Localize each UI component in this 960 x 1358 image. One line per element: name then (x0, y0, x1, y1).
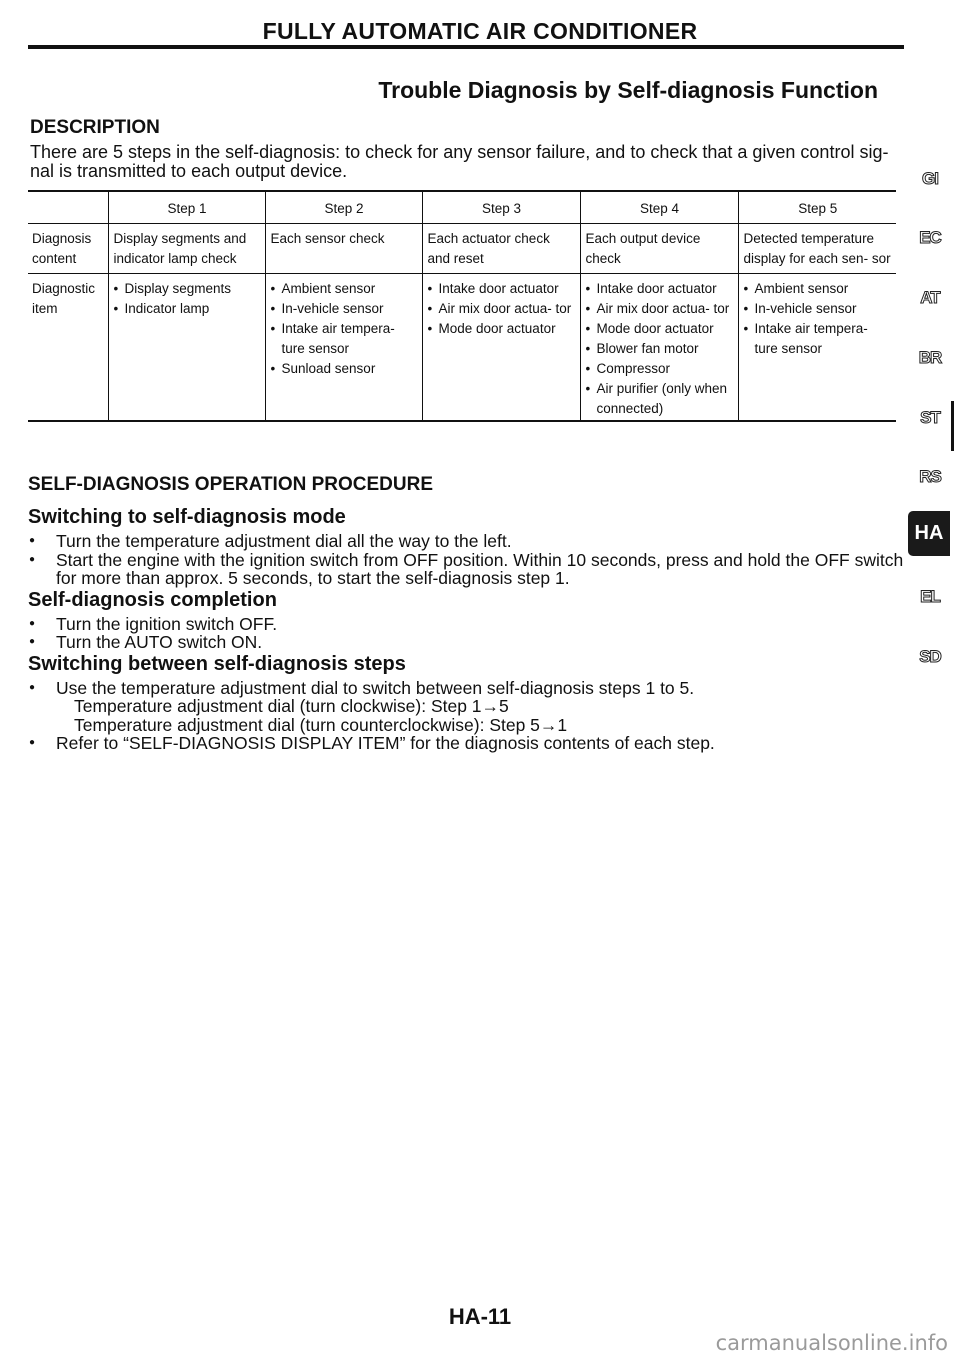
list-item: • Air purifier (only when connected) (586, 379, 734, 419)
diagnostic-item-list-step-3 (428, 279, 576, 339)
table-cell: Detected temperature display for each sen- sor (738, 224, 896, 274)
operation-procedure (28, 474, 908, 754)
list-item: • Ambient sensor (744, 279, 893, 299)
tab-marker-bar (951, 401, 954, 451)
list-item: • Intake air tempera- ture sensor (744, 319, 893, 359)
switching-steps-list (28, 679, 908, 753)
description-heading: DESCRIPTION (30, 117, 160, 138)
list-item: • In-vehicle sensor (271, 299, 418, 319)
list-item: • Intake door actuator (586, 279, 734, 299)
list-subitem: Temperature adjustment dial (turn clockwise): Step 1→5 (74, 696, 509, 716)
switching-mode-title: Switching to self-diagnosis mode (28, 506, 346, 528)
list-item: • Ambient sensor (271, 279, 418, 299)
tab-br[interactable]: BR (918, 348, 942, 367)
list-item (28, 679, 908, 735)
switching-mode-list (28, 532, 908, 588)
table-row-diagnosis-content (28, 224, 896, 274)
list-item: • Sunload sensor (271, 359, 418, 379)
list-item: ● Start the engine with the ignition switch from OFF position. Within 10 seconds, press and hold the OFF switch for more than approx. 5 seconds, to start the self-diagnosis step 1. (28, 551, 908, 588)
completion-list (28, 615, 908, 652)
table-cell: Display segments and indicator lamp check (108, 224, 265, 274)
list-item: • Compressor (586, 359, 734, 379)
table-cell (738, 274, 896, 422)
table-header-step-5: Step 5 (738, 191, 896, 224)
list-item-text: Use the temperature adjustment dial to switch between self-diagnosis steps 1 to 5. (56, 677, 695, 698)
table-row-diagnostic-item (28, 274, 896, 422)
list-item: • Intake air tempera- ture sensor (271, 319, 418, 359)
table-header-step-1: Step 1 (108, 191, 265, 224)
list-item: ● Turn the temperature adjustment dial all the way to the left. (28, 532, 908, 551)
list-item: • Display segments (114, 279, 261, 299)
tab-rs[interactable]: RS (919, 467, 941, 486)
watermark: carmanualsonline.info (715, 1331, 948, 1355)
list-item: • Air mix door actua- tor (586, 299, 734, 319)
section-title: Trouble Diagnosis by Self-diagnosis Function (378, 77, 878, 103)
list-item: • Indicator lamp (114, 299, 261, 319)
diagnostic-item-list-step-5 (744, 279, 893, 359)
diagnostic-item-list-step-4 (586, 279, 734, 419)
description-text: There are 5 steps in the self-diagnosis: to check for any sensor failure, and to check that a given control sig- nal is transmitted to each output device. (30, 142, 889, 181)
table-cell (108, 274, 265, 422)
page-number: HA-11 (448, 1304, 512, 1329)
header-rule (28, 45, 904, 49)
list-item: • Intake door actuator (428, 279, 576, 299)
table-header-step-2: Step 2 (265, 191, 422, 224)
diagnosis-steps-table (28, 190, 896, 422)
switching-steps-title: Switching between self-diagnosis steps (28, 652, 406, 675)
tab-ha-active[interactable] (908, 511, 950, 556)
row-label-diagnostic-item: Diagnostic item (32, 281, 96, 316)
list-item: • Air mix door actua- tor (428, 299, 576, 319)
table-header-corner (28, 191, 108, 224)
diagnostic-item-list-step-1 (114, 279, 261, 319)
list-item: ● Refer to “SELF-DIAGNOSIS DISPLAY ITEM” for the diagnosis contents of each step. (28, 734, 908, 753)
list-item: ● Turn the ignition switch OFF. (28, 615, 908, 634)
table-cell: Each sensor check (265, 224, 422, 274)
list-item: • Mode door actuator (428, 319, 576, 339)
list-item: • Blower fan motor (586, 339, 734, 359)
diagnostic-item-list-step-2 (271, 279, 418, 379)
list-item: • Mode door actuator (586, 319, 734, 339)
tab-el[interactable]: EL (920, 587, 940, 606)
table-cell: Each output device check (580, 224, 738, 274)
tab-at[interactable]: AT (920, 288, 940, 307)
procedure-heading: SELF-DIAGNOSIS OPERATION PROCEDURE (28, 474, 434, 495)
tab-ha-label: HA (914, 522, 944, 544)
tab-ec[interactable]: EC (919, 228, 941, 247)
tab-gi[interactable]: GI (922, 169, 938, 188)
table-cell (422, 274, 580, 422)
list-subitem: Temperature adjustment dial (turn counterclockwise): Step 5→1 (74, 714, 568, 735)
table-header-step-3: Step 3 (422, 191, 580, 224)
table-cell (265, 274, 422, 422)
completion-title: Self-diagnosis completion (28, 588, 277, 611)
list-item: • In-vehicle sensor (744, 299, 893, 319)
table-cell: Each actuator check and reset (422, 224, 580, 274)
list-item: ● Turn the AUTO switch ON. (28, 633, 908, 652)
header-title: FULLY AUTOMATIC AIR CONDITIONER (262, 18, 698, 44)
row-label-diagnosis-content: Diagnosis content (32, 231, 92, 266)
tab-sd[interactable]: SD (919, 647, 941, 666)
table-cell (580, 274, 738, 422)
table-header-row (28, 191, 896, 224)
table-header-step-4: Step 4 (580, 191, 738, 224)
tab-st[interactable]: ST (920, 408, 940, 427)
